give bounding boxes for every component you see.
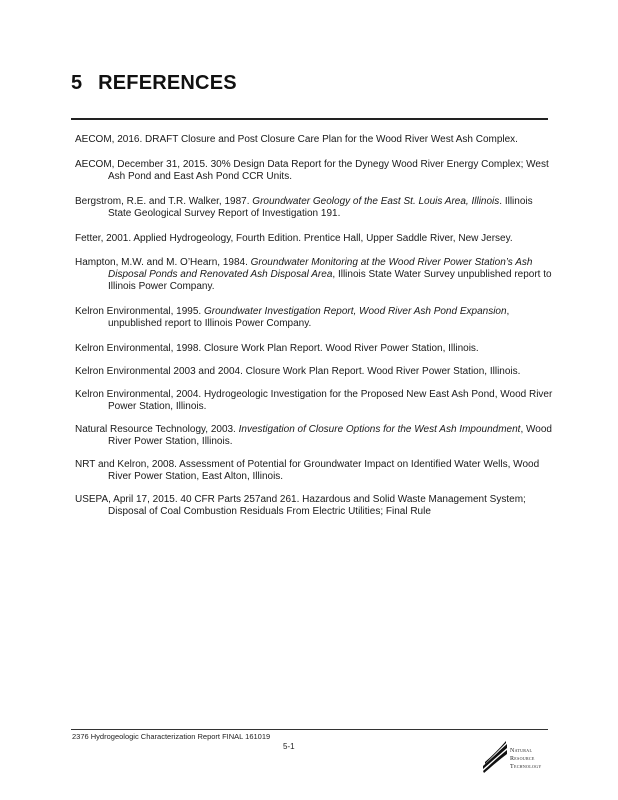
logo-line-2: Resource	[510, 756, 535, 762]
logo-line-3: Technology	[510, 764, 542, 770]
reference-entry	[75, 159, 555, 183]
logo-swoosh-icon	[482, 740, 508, 774]
footer-divider	[71, 729, 548, 730]
reference-text: Bergstrom, R.E. and T.R. Walker, 1987.	[75, 196, 253, 207]
logo-wordmark	[510, 747, 542, 771]
logo-line-1: Natural	[510, 748, 533, 754]
reference-list	[75, 134, 555, 530]
reference-text: USEPA, April 17, 2015. 40 CFR Parts 257and 261. Hazardous and Solid Waste Management System; Disposal of Coal Combustion Residuals From Electric Utilities; Final Rule	[75, 494, 526, 517]
reference-entry	[75, 389, 555, 413]
reference-details: , Wood River Power Station, Illinois.	[108, 424, 552, 447]
reference-title: Groundwater Investigation Report, Wood River Ash Pond Expansion	[203, 306, 507, 317]
reference-text: AECOM, December 31, 2015. 30% Design Data Report for the Dynegy Wood River Energy Complex; West Ash Pond and East Ash Pond CCR Units.	[75, 159, 549, 182]
footer-report-title: 2376 Hydrogeologic Characterization Report FINAL 161019	[72, 732, 271, 741]
reference-text: Hampton, M.W. and M. O’Hearn, 1984.	[75, 257, 251, 268]
section-number: 5	[71, 72, 83, 94]
reference-text: Kelron Environmental, 1995.	[75, 306, 204, 317]
section-heading	[71, 72, 237, 95]
reference-text: AECOM, 2016. DRAFT Closure and Post Closure Care Plan for the Wood River West Ash Complex.	[75, 134, 518, 145]
reference-text: Kelron Environmental, 1998. Closure Work Plan Report. Wood River Power Station, Illinois.	[75, 343, 479, 354]
page-number: 5-1	[283, 742, 295, 751]
reference-title: Groundwater Geology of the East St. Louis Area, Illinois	[252, 196, 500, 207]
reference-text: Kelron Environmental 2003 and 2004. Closure Work Plan Report. Wood River Power Station, Illinois.	[75, 366, 521, 377]
reference-entry	[75, 257, 555, 293]
heading-divider	[71, 118, 548, 120]
reference-details: , unpublished report to Illinois Power Company.	[108, 306, 510, 329]
section-title: REFERENCES	[98, 72, 237, 94]
reference-entry	[75, 306, 555, 330]
reference-text: Fetter, 2001. Applied Hydrogeology, Fourth Edition. Prentice Hall, Upper Saddle River, New Jersey.	[75, 233, 513, 244]
reference-title: Groundwater Monitoring at the Wood River Power Station’s Ash Disposal Ponds and Renovated Ash Disposal Area	[108, 257, 533, 280]
reference-entry	[75, 233, 555, 245]
reference-text: Natural Resource Technology, 2003.	[75, 424, 239, 435]
reference-entry	[75, 494, 555, 518]
reference-title: Investigation of Closure Options for the West Ash Impoundment	[238, 424, 521, 435]
reference-text: NRT and Kelron, 2008. Assessment of Potential for Groundwater Impact on Identified Water Wells, Wood River Power Station, East Alton, Illinois.	[75, 459, 540, 482]
company-logo	[482, 740, 557, 776]
reference-entry	[75, 459, 555, 483]
reference-entry	[75, 424, 555, 448]
reference-entry	[75, 366, 555, 378]
reference-entry	[75, 134, 555, 146]
reference-entry	[75, 196, 555, 220]
reference-entry	[75, 343, 555, 355]
reference-text: Kelron Environmental, 2004. Hydrogeologic Investigation for the Proposed New East Ash Pond, Wood River Power Station, Illinois.	[75, 389, 553, 412]
reference-details: , Illinois State Water Survey unpublished report to Illinois Power Company.	[108, 269, 552, 292]
reference-details: . Illinois State Geological Survey Report of Investigation 191.	[108, 196, 533, 219]
